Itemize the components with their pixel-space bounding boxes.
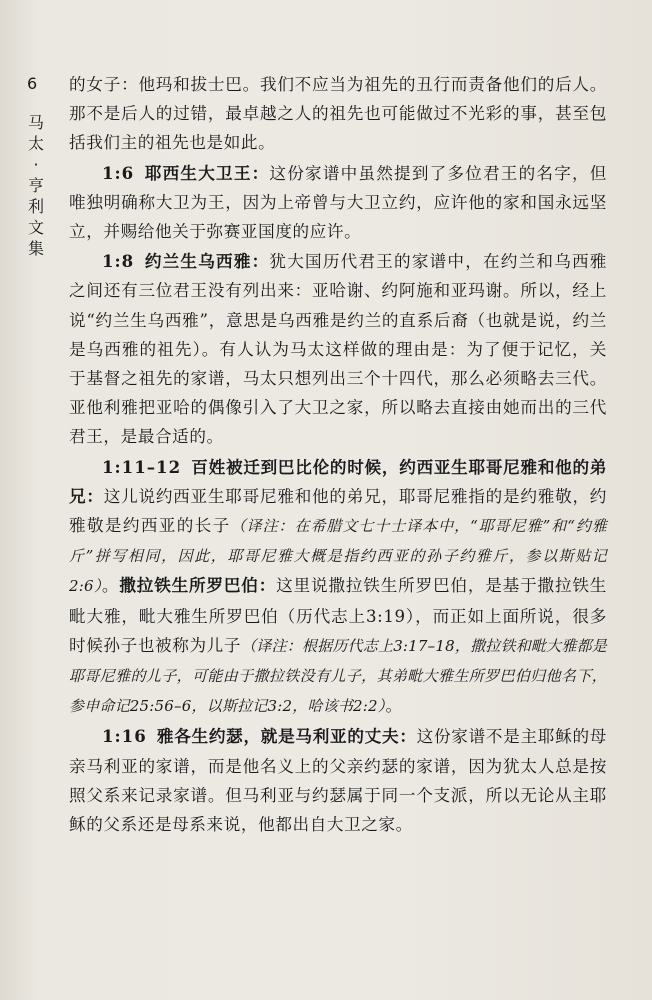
paragraph-text: 这里说撒拉铁生所罗巴伯，是基于撒拉铁生毗大雅，毗大雅生所罗巴伯（历代志上3:19），而正如上面所说，很多时候孙子也被称为儿子 [69,576,607,655]
paragraph-1 [69,70,607,158]
body-text [69,70,607,840]
translator-note: （译注：在希腊文七十士译本中，“耶哥尼雅”和“约雅斤”拼写相同，因此，耶哥尼雅大概是指约西亚的孙子约雅斤，参以斯贴记2:6） [69,517,608,596]
running-head: 马太·亨利文集 [27,113,44,258]
verse-heading: 约兰生乌西雅： [144,251,270,272]
paragraph-text: 犹大国历代君王的家谱中，在约兰和乌西雅之间还有三位君王没有列出来：亚哈谢、约阿施和亚玛谢。所以，经上说“约兰生乌西雅”，意思是乌西雅是约兰的直系后裔（也就是说，约兰是乌西雅的祖先）。有人认为马太这样做的理由是：为了便于记忆，关于基督之祖先的家谱，马太只想列出三个十四代，那么必须略去三代。亚他利雅把亚哈的偶像引入了大卫之家，所以略去直接由她而出的三代君王，是最合适的。 [69,252,607,447]
verse-heading: 撒拉铁生所罗巴伯： [119,575,277,596]
paragraph-text: 的女子：他玛和拔士巴。我们不应当为祖先的丑行而责备他们的后人。那不是后人的过错，最卓越之人的祖先也可能做过不光彩的事，甚至包括我们主的祖先也是如此。 [69,75,607,153]
paragraph-text: 。 [385,696,403,716]
verse-reference: 1:16 [102,726,147,747]
verse-reference: 1:11–12 [102,456,182,477]
verse-heading: 雅各生约瑟，就是马利亚的丈夫： [156,726,417,747]
paragraph-text: 。 [101,576,120,596]
page-number: 6 [27,74,38,93]
verse-heading: 耶西生大卫王： [144,162,270,183]
paragraph-verse-1-16 [69,722,607,839]
paragraph-verse-1-6 [69,159,607,247]
verse-reference: 1:8 [102,251,135,272]
verse-reference: 1:6 [102,162,135,183]
paragraph-verse-1-8 [69,247,607,451]
translator-note: （译注：根据历代志上3:17–18，撒拉铁和毗大雅都是耶哥尼雅的儿子，可能由于撒拉铁没有儿子，其弟毗大雅生所罗巴伯归他名下，参申命记25:56–6，以斯拉记3:2，哈该书2:2） [69,636,607,716]
paragraph-verse-1-11-12 [69,453,607,722]
paragraph-text: 这份家谱不是主耶稣的母亲马利亚的家谱，而是他名义上的父亲约瑟的家谱，因为犹太人总是按照父系来记录家谱。但马利亚与约瑟属于同一个支派，所以无论从主耶稣的父系还是母系来说，他都出自大卫之家。 [69,727,607,835]
paragraph-text: 这份家谱中虽然提到了多位君王的名字，但唯独明确称大卫为王，因为上帝曾与大卫立约，应许他的家和国永远坚立，并赐给他关于弥赛亚国度的应许。 [69,163,607,242]
verse-heading: 百姓被迁到巴比伦的时候，约西亚生耶哥尼雅和他的弟兄： [69,456,607,506]
paragraph-text: 这儿说约西亚生耶哥尼雅和他的弟兄，耶哥尼雅指的是约雅敬，约雅敬是约西亚的长子 [69,486,608,536]
